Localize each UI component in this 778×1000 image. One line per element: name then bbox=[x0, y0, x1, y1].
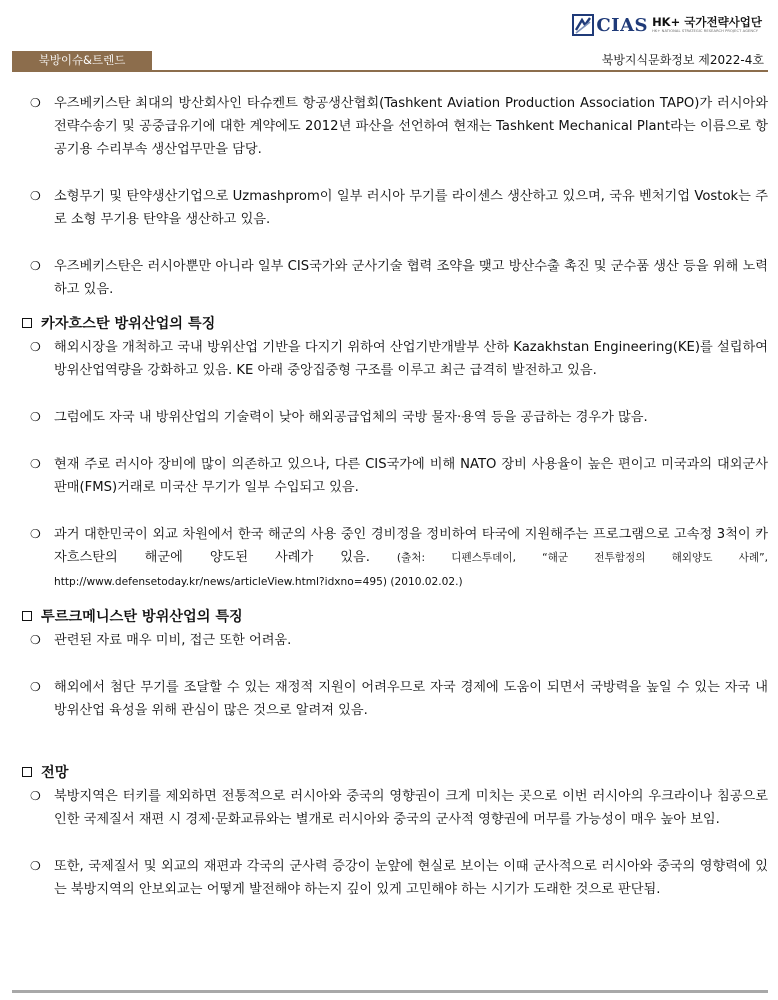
bullet-paragraph bbox=[22, 629, 768, 652]
logo-wordmark: CIAS bbox=[596, 14, 649, 36]
heading-text: 카자흐스탄 방위산업의 특징 bbox=[41, 316, 216, 332]
bullet-paragraph bbox=[22, 255, 768, 301]
paragraph-text: 현재 주로 러시아 장비에 많이 의존하고 있으나, 다른 CIS국가에 비해 NATO 장비 사용율이 높은 편이고 미국과의 대외군사판매(FMS)거래로 미국산 무기가 일부 수입되고 있음. bbox=[54, 457, 768, 495]
checkbox-square-icon bbox=[22, 318, 32, 328]
bullet-paragraph bbox=[22, 406, 768, 429]
circle-bullet-icon: ❍ bbox=[30, 259, 41, 273]
circle-bullet-icon: ❍ bbox=[30, 96, 41, 110]
cias-logo bbox=[572, 12, 762, 38]
bullet-paragraph bbox=[22, 336, 768, 382]
logo-subtitle: HK+ NATIONAL STRATEGIC RESEARCH PROJECT AGENCY bbox=[652, 29, 758, 33]
section-heading-turkmenistan bbox=[22, 606, 768, 628]
paragraph-text: 우즈베키스탄은 러시아뿐만 아니라 일부 CIS국가와 군사기술 협력 조약을 맺고 방산수출 촉진 및 군수품 생산 등을 위해 노력하고 있음. bbox=[54, 259, 768, 297]
document-body bbox=[22, 92, 768, 901]
paragraph-text: 과거 대한민국이 외교 차원에서 한국 해군의 사용 중인 경비정을 정비하여 타국에 지원해주는 프로그램으로 고속정 3척이 카자흐스탄의 해군에 양도된 사례가 있음. bbox=[54, 527, 768, 565]
paragraph-text: 북방지역은 터키를 제외하면 전통적으로 러시아와 중국의 영향권이 크게 미치는 곳으로 이번 러시아의 우크라이나 침공으로 인한 국제질서 재편 시 경제·문화교류와는 별개로 러시아와 중국의 군사적 영향권에 머무를 가능성이 매우 높아 보임. bbox=[54, 789, 768, 827]
circle-bullet-icon: ❍ bbox=[30, 189, 41, 203]
circle-bullet-icon: ❍ bbox=[30, 680, 41, 694]
bullet-paragraph bbox=[22, 92, 768, 161]
heading-text: 전망 bbox=[41, 765, 69, 781]
bullet-paragraph bbox=[22, 855, 768, 901]
issue-label: 북방지식문화정보 제2022-4호 bbox=[601, 53, 764, 67]
cias-logo-icon bbox=[572, 14, 594, 36]
paragraph-text: 해외에서 첨단 무기를 조달할 수 있는 재정적 지원이 어려우므로 자국 경제에 도움이 되면서 국방력을 높일 수 있는 자국 내 방위산업 육성을 위해 관심이 많은 것으로 알려져 있음. bbox=[54, 680, 768, 718]
logo-hk-title: HK+ 국가전략사업단 bbox=[652, 15, 762, 29]
paragraph-text: 해외시장을 개척하고 국내 방위산업 기반을 다지기 위하여 산업기반개발부 산하 Kazakhstan Engineering(KE)를 설립하여 방위산업역량을 강화하고 있음. KE 아래 중앙집중형 구조를 이루고 최근 급격히 발전하고 있음. bbox=[54, 340, 768, 378]
checkbox-square-icon bbox=[22, 767, 32, 777]
heading-text: 투르크메니스탄 방위산업의 특징 bbox=[41, 609, 243, 625]
bullet-paragraph bbox=[22, 453, 768, 499]
circle-bullet-icon: ❍ bbox=[30, 527, 41, 541]
bullet-paragraph bbox=[22, 676, 768, 722]
paragraph-text: 그럼에도 자국 내 방위산업의 기술력이 낮아 해외공급업체의 국방 물자·용역 등을 공급하는 경우가 많음. bbox=[54, 410, 648, 425]
section-tab: 북방이슈&트렌드 bbox=[12, 51, 152, 70]
source-citation: (출처: 디펜스투데이, “해군 전투함정의 해외양도 사례”, http://www.defensetoday.kr/news/articleView.html?idxno=495) (2010.02.02.) bbox=[54, 552, 768, 588]
circle-bullet-icon: ❍ bbox=[30, 789, 41, 803]
circle-bullet-icon: ❍ bbox=[30, 340, 41, 354]
paragraph-text: 관련된 자료 매우 미비, 접근 또한 어려움. bbox=[54, 633, 292, 648]
circle-bullet-icon: ❍ bbox=[30, 633, 41, 647]
section-heading-kazakhstan bbox=[22, 313, 768, 335]
header-bar bbox=[12, 51, 768, 72]
circle-bullet-icon: ❍ bbox=[30, 410, 41, 424]
paragraph-text: 소형무기 및 탄약생산기업으로 Uzmashprom이 일부 러시아 무기를 라이센스 생산하고 있으며, 국유 벤처기업 Vostok는 주로 소형 무기용 탄약을 생산하고 있음. bbox=[54, 189, 768, 227]
bullet-paragraph bbox=[22, 523, 768, 594]
checkbox-square-icon bbox=[22, 611, 32, 621]
paragraph-text: 또한, 국제질서 및 외교의 재편과 각국의 군사력 증강이 눈앞에 현실로 보이는 이때 군사적으로 러시아와 중국의 영향력에 있는 북방지역의 안보외교는 어떻게 발전해야 하는지 깊이 있게 고민해야 하는 시기가 도래한 것으로 판단됨. bbox=[54, 859, 768, 897]
bullet-paragraph bbox=[22, 185, 768, 231]
footer-divider bbox=[12, 990, 768, 993]
bullet-paragraph bbox=[22, 785, 768, 831]
paragraph-text: 우즈베키스탄 최대의 방산회사인 타슈켄트 항공생산협회(Tashkent Aviation Production Association TAPO)가 러시아와 전략수송기 및 공중급유기에 대한 계약에도 2012년 파산을 선언하여 현재는 Tashkent Mechanical Plant라는 이름으로 항공기용 수리부속 생산업무만을 담당. bbox=[54, 96, 768, 157]
logo-text bbox=[652, 16, 762, 34]
circle-bullet-icon: ❍ bbox=[30, 457, 41, 471]
circle-bullet-icon: ❍ bbox=[30, 859, 41, 873]
section-heading-outlook bbox=[22, 762, 768, 784]
